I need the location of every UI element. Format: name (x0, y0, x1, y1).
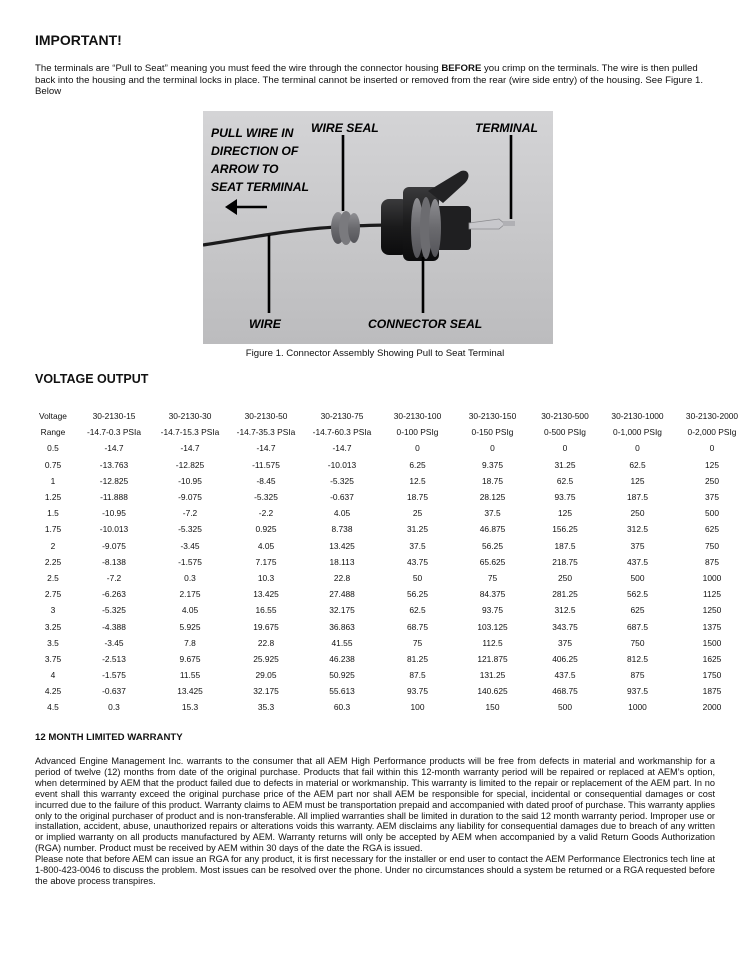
label-pull-line1: PULL WIRE IN (211, 126, 294, 140)
value-cell: 27.488 (329, 589, 355, 600)
value-cell: 93.75 (407, 686, 428, 697)
value-cell: 32.175 (329, 605, 355, 616)
value-cell: 68.75 (407, 621, 428, 632)
value-cell: 1125 (702, 589, 721, 600)
value-cell: 1500 (702, 637, 722, 648)
voltage-output-title: VOLTAGE OUTPUT (35, 372, 149, 386)
warranty-paragraph-1: Advanced Engine Management Inc. warrants to the consumer that all AEM High Performance products will be free from defects in material and workmanship for a period of twelve (12) months from date of the original purchase. Products that fail within this 12-month warranty period will be repaired or replaced at AEM’s option, when determined by AEM that the product failed due to defects in material or workmanship. This warranty is limited to the repair or replacement of the AEM part. In no event shall this warranty exceed the original purchase price of the AEM part nor shall AEM be responsible for special, incidental or consequential damages or cost incurred due to the failure of this product. Warranty claims to AEM must be transportation prepaid and accompanied with dated proof of purchase. This warranty applies only to the original purchaser of product and is non-transferable. All implied warranties shall be limited in duration to the said 12 month warranty period. Improper use or installation, accident, abuse, unauthorized repairs or alterations voids this warranty. AEM disclaims any liability for consequential damages due to breach of any written or implied warranty on all products manufactured by AEM. Warranty returns will only be accepted by AEM when accompanied by a valid Return Goods Authorization (RGA) number. Product must be received by AEM within 30 days of the date the RGA is issued. (35, 756, 715, 854)
value-cell: 625 (630, 605, 645, 616)
value-cell: -12.825 (175, 459, 205, 470)
value-cell: 18.75 (482, 475, 503, 486)
value-cell: -14.7 (180, 443, 200, 454)
value-cell: 55.613 (329, 686, 355, 697)
value-cell: 93.75 (482, 605, 503, 616)
value-cell: -3.45 (180, 540, 200, 551)
value-cell: -1.575 (178, 556, 202, 567)
value-cell: 812.5 (627, 653, 648, 664)
value-cell: 112.5 (482, 637, 503, 648)
value-cell: -11.888 (100, 492, 128, 503)
value-cell: 4.05 (181, 605, 199, 616)
label-pull-line3: ARROW TO (211, 162, 279, 176)
value-cell: 13.425 (253, 589, 279, 600)
label-pull-line4: SEAT TERMINAL (211, 180, 309, 194)
value-cell: 30-2130-500 (541, 411, 589, 422)
voltage-cell: 4.5 (47, 702, 59, 713)
value-cell: 50.925 (329, 670, 355, 681)
value-cell: 15.3 (181, 702, 199, 713)
connector-photo (203, 111, 553, 344)
value-cell: -13.763 (99, 459, 129, 470)
value-cell: 1625 (702, 653, 722, 664)
value-cell: -5.325 (330, 475, 354, 486)
label-wire-seal: WIRE SEAL (311, 121, 379, 135)
value-cell: 31.25 (554, 459, 576, 470)
value-cell: 30-2130-150 (468, 411, 517, 422)
table-row (30, 440, 749, 456)
value-cell: -8.138 (102, 556, 126, 567)
label-pull-line2: DIRECTION OF (211, 144, 299, 158)
value-cell: 1000 (628, 702, 647, 713)
voltage-cell: Voltage (39, 411, 67, 422)
warranty-text (35, 756, 715, 887)
value-cell: 437.5 (554, 670, 576, 681)
value-cell: 140.625 (477, 686, 508, 697)
value-cell: 8.738 (331, 524, 353, 535)
warranty-title: 12 MONTH LIMITED WARRANTY (35, 732, 183, 743)
value-cell: 16.55 (255, 605, 277, 616)
value-cell: 0-100 PSIg (396, 427, 439, 438)
value-cell: 0.925 (255, 524, 277, 535)
value-cell: 687.5 (627, 621, 648, 632)
value-cell: -7.2 (106, 572, 122, 583)
table-row (30, 457, 749, 473)
value-cell: -2.2 (258, 508, 274, 519)
value-cell: 1750 (702, 670, 722, 681)
value-cell: 131.25 (479, 670, 506, 681)
value-cell: 0-500 PSIg (544, 427, 586, 438)
value-cell: 75 (487, 572, 498, 583)
value-cell: 406.25 (552, 653, 578, 664)
value-cell: 62.5 (556, 475, 574, 486)
voltage-cell: 1.75 (44, 524, 62, 535)
value-cell: 1250 (702, 605, 722, 616)
value-cell: 187.5 (627, 492, 648, 503)
value-cell: -10.95 (178, 475, 202, 486)
value-cell: 22.8 (257, 637, 275, 648)
value-cell: -9.075 (102, 540, 126, 551)
value-cell: 250 (558, 572, 572, 583)
label-connector-seal: CONNECTOR SEAL (368, 317, 483, 331)
table-row (30, 570, 749, 586)
voltage-cell: 3.5 (47, 637, 59, 648)
value-cell: 9.375 (482, 459, 503, 470)
value-cell: -9.075 (178, 492, 202, 503)
value-cell: 375 (630, 540, 645, 551)
value-cell: 0 (562, 443, 568, 454)
value-cell: 6.25 (409, 459, 426, 470)
value-cell: 22.8 (333, 572, 351, 583)
voltage-cell: 1.25 (44, 492, 62, 503)
value-cell: 0 (490, 443, 495, 454)
value-cell: 32.175 (253, 686, 279, 697)
value-cell: 125 (558, 508, 572, 519)
value-cell: 250 (705, 475, 719, 486)
value-cell: 35.3 (257, 702, 275, 713)
value-cell: 13.425 (177, 686, 203, 697)
voltage-cell: 2.25 (44, 556, 62, 567)
value-cell: 4.05 (333, 508, 351, 519)
table-row (30, 554, 749, 570)
value-cell: 84.375 (479, 589, 506, 600)
value-cell: -10.013 (99, 524, 129, 535)
table-row (30, 586, 749, 602)
value-cell: 43.75 (407, 556, 428, 567)
value-cell: 4.05 (257, 540, 275, 551)
value-cell: 18.113 (329, 556, 355, 567)
value-cell: 62.5 (629, 459, 646, 470)
voltage-cell: 3.75 (44, 653, 62, 664)
value-cell: -5.325 (178, 524, 202, 535)
value-cell: 468.75 (552, 686, 578, 697)
value-cell: -11.575 (252, 459, 280, 470)
table-row (30, 505, 749, 521)
voltage-cell: 2.5 (47, 572, 59, 583)
value-cell: 37.5 (409, 540, 426, 551)
voltage-cell: 1.5 (47, 508, 59, 519)
value-cell: 750 (705, 540, 719, 551)
intro-paragraph (35, 63, 715, 98)
value-cell: 7.175 (255, 556, 277, 567)
value-cell: 25 (412, 508, 423, 519)
value-cell: -7.2 (182, 508, 198, 519)
value-cell: 0.3 (184, 572, 196, 583)
table-row (30, 473, 749, 489)
value-cell: 11.55 (179, 670, 201, 681)
value-cell: 19.675 (253, 621, 279, 632)
value-cell: 625 (705, 524, 719, 535)
value-cell: 2.175 (179, 589, 201, 600)
table-row (30, 683, 749, 699)
value-cell: 75 (412, 637, 423, 648)
value-cell: 187.5 (554, 540, 576, 551)
voltage-cell: 0.75 (44, 459, 62, 470)
value-cell: 937.5 (627, 686, 648, 697)
value-cell: -0.637 (330, 492, 354, 503)
connector-seal-shape (411, 197, 441, 259)
voltage-cell: 4 (50, 670, 56, 681)
value-cell: 18.75 (407, 492, 428, 503)
value-cell: 100 (410, 702, 425, 713)
value-cell: 30-2130-2000 (685, 411, 739, 422)
table-header-row (30, 424, 749, 440)
voltage-cell: 2 (50, 540, 56, 551)
table-row (30, 651, 749, 667)
voltage-cell: 4.25 (44, 686, 62, 697)
value-cell: -14.7 (256, 443, 276, 454)
value-cell: 0.3 (108, 702, 120, 713)
voltage-cell: Range (40, 427, 66, 438)
label-wire: WIRE (249, 317, 281, 331)
value-cell: 13.425 (329, 540, 355, 551)
intro-text-1: The terminals are “Pull to Seat” meaning you must feed the wire through the connector housing (35, 63, 442, 74)
value-cell: 343.75 (552, 621, 578, 632)
value-cell: 30-2130-100 (393, 411, 442, 422)
value-cell: 10.3 (257, 572, 275, 583)
value-cell: 103.125 (477, 621, 508, 632)
value-cell: 250 (630, 508, 645, 519)
value-cell: -14.7-15.3 PSIa (160, 427, 220, 438)
value-cell: 0-2,000 PSIg (687, 427, 737, 438)
value-cell: 36.863 (329, 621, 355, 632)
value-cell: -12.825 (99, 475, 129, 486)
voltage-cell: 1 (50, 475, 56, 486)
table-header-row (30, 408, 749, 424)
value-cell: 375 (558, 637, 572, 648)
value-cell: 30-2130-75 (320, 411, 364, 422)
value-cell: 0 (709, 443, 715, 454)
table-row (30, 521, 749, 537)
value-cell: -14.7 (332, 443, 352, 454)
value-cell: 125 (705, 459, 719, 470)
value-cell: -6.263 (102, 589, 126, 600)
voltage-cell: 3 (50, 605, 56, 616)
value-cell: 56.25 (482, 540, 503, 551)
value-cell: 0 (635, 443, 640, 454)
value-cell: -4.388 (102, 621, 126, 632)
table-row (30, 699, 749, 715)
value-cell: 62.5 (409, 605, 426, 616)
value-cell: 25.925 (253, 653, 279, 664)
value-cell: -3.45 (104, 637, 124, 648)
value-cell: -14.7-60.3 PSIa (312, 427, 372, 438)
value-cell: 121.875 (477, 653, 508, 664)
value-cell: 312.5 (627, 524, 648, 535)
table-row (30, 602, 749, 618)
value-cell: 46.875 (479, 524, 506, 535)
value-cell: 875 (705, 556, 719, 567)
voltage-output-table (30, 408, 749, 716)
value-cell: 218.75 (552, 556, 578, 567)
table-row (30, 538, 749, 554)
value-cell: 7.8 (184, 637, 196, 648)
value-cell: 37.5 (484, 508, 501, 519)
value-cell: 500 (558, 702, 572, 713)
value-cell: 0 (415, 443, 420, 454)
value-cell: 41.55 (331, 637, 353, 648)
page-title: IMPORTANT! (35, 32, 122, 48)
value-cell: -14.7-0.3 PSIa (86, 427, 141, 438)
value-cell: -2.513 (102, 653, 126, 664)
value-cell: 46.238 (329, 653, 355, 664)
value-cell: 150 (485, 702, 500, 713)
value-cell: 1875 (702, 686, 722, 697)
table-row (30, 635, 749, 651)
intro-text-2: you crimp on the terminals. The wire is then pulled back into the housing and the terminal locks in place. The terminal cannot be inserted or removed from the rear (wire side entry) of the housing. See Figure 1. Below (35, 63, 704, 98)
value-cell: 31.25 (407, 524, 428, 535)
value-cell: 93.75 (554, 492, 576, 503)
value-cell: 875 (630, 670, 645, 681)
wire-seal-shape (331, 211, 360, 245)
value-cell: 500 (705, 508, 719, 519)
value-cell: 30-2130-50 (244, 411, 288, 422)
voltage-cell: 3.25 (44, 621, 62, 632)
value-cell: 312.5 (554, 605, 576, 616)
value-cell: 437.5 (627, 556, 648, 567)
value-cell: 750 (630, 637, 645, 648)
value-cell: 562.5 (627, 589, 648, 600)
value-cell: 87.5 (409, 670, 426, 681)
value-cell: -1.575 (102, 670, 126, 681)
value-cell: 156.25 (552, 524, 578, 535)
value-cell: 9.675 (179, 653, 201, 664)
value-cell: 375 (705, 492, 719, 503)
table-row (30, 618, 749, 634)
value-cell: 125 (630, 475, 645, 486)
value-cell: 28.125 (479, 492, 506, 503)
value-cell: 29.05 (255, 670, 277, 681)
warranty-paragraph-2: Please note that before AEM can issue an RGA for any product, it is first necessary for the installer or end user to contact the AEM Performance Electronics tech line at 1-800-423-0046 to discuss the problem. Most issues can be resolved over the phone. Under no circumstances should a system be returned or a RGA requested before the above process transpires. (35, 854, 715, 886)
value-cell: 65.625 (479, 556, 506, 567)
value-cell: 50 (412, 572, 423, 583)
value-cell: 1000 (702, 572, 722, 583)
connector-figure (203, 111, 553, 344)
value-cell: -0.637 (102, 686, 126, 697)
voltage-cell: 2.75 (44, 589, 62, 600)
value-cell: -14.7 (104, 443, 124, 454)
figure-caption: Figure 1. Connector Assembly Showing Pull to Seat Terminal (245, 348, 505, 359)
intro-bold-before: BEFORE (441, 63, 482, 74)
voltage-cell: 0.5 (47, 443, 59, 454)
table-row (30, 667, 749, 683)
table-row (30, 489, 749, 505)
value-cell: 0-1,000 PSIg (613, 427, 662, 438)
value-cell: -5.325 (102, 605, 126, 616)
value-cell: 30-2130-1000 (611, 411, 664, 422)
value-cell: -10.013 (327, 459, 357, 470)
value-cell: -14.7-35.3 PSIa (236, 427, 296, 438)
value-cell: 56.25 (407, 589, 428, 600)
value-cell: 1375 (702, 621, 722, 632)
value-cell: 0-150 PSIg (471, 427, 514, 438)
value-cell: 2000 (702, 702, 722, 713)
value-cell: 30-2130-30 (168, 411, 212, 422)
value-cell: -5.325 (254, 492, 278, 503)
value-cell: 12.5 (409, 475, 426, 486)
value-cell: 30-2130-15 (92, 411, 136, 422)
label-terminal: TERMINAL (475, 121, 538, 135)
value-cell: 81.25 (407, 653, 428, 664)
value-cell: -10.95 (102, 508, 126, 519)
value-cell: -8.45 (256, 475, 276, 486)
value-cell: 5.925 (179, 621, 201, 632)
value-cell: 500 (630, 572, 645, 583)
value-cell: 60.3 (333, 702, 351, 713)
value-cell: 281.25 (552, 589, 578, 600)
